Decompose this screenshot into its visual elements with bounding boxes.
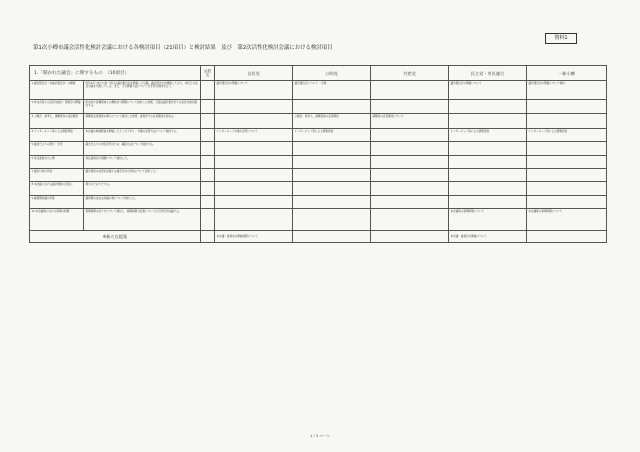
table-cell: インターネット等による情報発信 <box>449 129 527 142</box>
item-result: 質問時間の在り方について検討し、時間制限の変更については引き続き協議する。 <box>84 209 201 231</box>
table-cell <box>449 100 527 114</box>
table-cell: インターネット中継の充実について <box>215 129 293 142</box>
section-title: 1.「開かれた議会」に関するもの （10項目） <box>30 66 201 81</box>
table-cell: 本会議等の質問時間について <box>449 209 527 231</box>
table-body <box>30 81 607 231</box>
table-cell <box>449 169 527 182</box>
check-cell <box>201 196 215 209</box>
table-cell <box>371 169 449 182</box>
table-cell: インターネット等による情報発信 <box>293 129 371 142</box>
review-items-table <box>29 65 607 243</box>
table-row <box>30 182 607 196</box>
item-result: 昨年6月〜8月に第一回目の議会報告会を開催して以降、議会報告会を開催しており、市民との意見交換を実施している。また、その開催方法について引き続き検討を行う。 <box>84 81 201 100</box>
table-cell <box>293 156 371 169</box>
table-cell: 請願者の意見陳述について <box>371 114 449 129</box>
table-cell <box>449 156 527 169</box>
check-cell <box>201 156 215 169</box>
item-result: 請願者意見陳述の導入について検討した結果、委員会での意見陳述を認める。 <box>84 114 201 129</box>
table-cell <box>215 182 293 196</box>
table-row <box>30 114 607 129</box>
party-header: 自民党 <box>215 66 293 81</box>
table-cell <box>371 156 449 169</box>
party-header: 公明党 <box>293 66 371 81</box>
table-row <box>30 129 607 142</box>
table-row <box>30 196 607 209</box>
item-name: 7 議会日誌の作成 <box>30 169 84 182</box>
table-cell: 議会報告会について ・会場 <box>293 81 371 100</box>
table-cell <box>293 142 371 156</box>
item-name: 5 議会だよりの発行・充実 <box>30 142 84 156</box>
check-cell <box>201 129 215 142</box>
item-result: 町内会や各種団体との懇談会の開催について検討した結果、当面は議会報告会での意見交換を優先する。 <box>84 100 201 114</box>
table-cell <box>293 169 371 182</box>
table-cell <box>371 209 449 231</box>
table-cell <box>449 182 527 196</box>
table-cell: 本会議・委員会の開催について <box>449 231 527 243</box>
table-cell <box>293 209 371 231</box>
check-cell <box>201 114 215 129</box>
table-cell <box>527 156 607 169</box>
table-row <box>30 156 607 169</box>
table-cell <box>371 182 449 196</box>
table-row <box>30 142 607 156</box>
check-cell <box>201 169 215 182</box>
item-name: 10 本会議等における質問の時間 <box>30 209 84 231</box>
table-cell <box>371 81 449 100</box>
document-badge: 資料1 <box>545 33 577 44</box>
table-row <box>30 169 607 182</box>
table-cell <box>371 231 449 243</box>
item-name: 9 議員間討議の実施 <box>30 196 84 209</box>
item-result: 現行のとおりとする。 <box>84 182 201 196</box>
item-name: 2 町内会等との意見交換会・懇談会の開催 <box>30 100 84 114</box>
check-cell <box>201 209 215 231</box>
party-label-header: 会派名 <box>201 66 215 81</box>
table-row <box>30 100 607 114</box>
item-result: 議会だよりの内容充実のため、編集方法について検討する。 <box>84 142 201 156</box>
item-result: 常任委員会の傍聴について検討した。 <box>84 156 201 169</box>
item-name: 4 インターネット等による情報発信 <box>30 129 84 142</box>
table-cell: 公聴会、参考人、請願者等の意見陳述 <box>293 114 371 129</box>
table-cell <box>449 142 527 156</box>
table-cell <box>293 231 371 243</box>
table-cell <box>215 169 293 182</box>
party-header: 共産党 <box>371 66 449 81</box>
table-cell <box>371 100 449 114</box>
party-header: 一新小樽 <box>527 66 607 81</box>
item-result: 本会議の映像配信を開始したところであり、今後の活用方法について検討する。 <box>84 129 201 142</box>
table-cell <box>371 142 449 156</box>
table-cell <box>215 114 293 129</box>
table-cell <box>371 129 449 142</box>
page-number: 1 / 3 ページ <box>310 434 330 438</box>
table-cell <box>293 182 371 196</box>
table-cell <box>201 231 215 243</box>
document-title: 第1次小樽市議会活性化検討会議における各検討項目（21項目）と検討結果 及び 第2次活性化検討会議における検討項目 <box>33 45 333 51</box>
table-cell <box>215 156 293 169</box>
table-cell: 議会報告会の開催について <box>215 81 293 100</box>
table-cell <box>449 196 527 209</box>
table-cell <box>527 182 607 196</box>
table-cell <box>527 114 607 129</box>
table-cell <box>371 196 449 209</box>
check-cell <box>201 142 215 156</box>
table-cell <box>449 114 527 129</box>
table-cell <box>215 196 293 209</box>
table-cell: 本会議等の質問時間について <box>527 209 607 231</box>
proposal-row <box>30 231 607 243</box>
table-cell <box>215 209 293 231</box>
table-cell <box>293 196 371 209</box>
check-cell <box>201 182 215 196</box>
item-name: 8 本会議における議会運営の見直し <box>30 182 84 196</box>
table-cell: 議会報告会の開催について検討 <box>527 81 607 100</box>
table-cell <box>215 100 293 114</box>
check-cell <box>201 100 215 114</box>
table-cell <box>293 100 371 114</box>
check-cell <box>201 81 215 100</box>
table-cell <box>527 196 607 209</box>
table-row <box>30 209 607 231</box>
item-name: 6 常任委員会の公開 <box>30 156 84 169</box>
item-name: 3 公聴会、参考人、請願者等の意見陳述 <box>30 114 84 129</box>
table-cell: 本会議・委員会の開催時間について <box>215 231 293 243</box>
table-cell <box>215 142 293 156</box>
table-cell <box>527 142 607 156</box>
table-cell: 議会報告会の開催について <box>449 81 527 100</box>
table-cell: インターネット等による情報発信 <box>527 129 607 142</box>
table-row <box>30 81 607 100</box>
table-header-row <box>30 66 607 81</box>
item-name: 1 議会報告会（市議会報告会）の開催 <box>30 81 84 100</box>
table-cell <box>527 231 607 243</box>
item-result: 議会運営の状況を記録する議会日誌の作成について検討した。 <box>84 169 201 182</box>
table-cell <box>527 100 607 114</box>
table-cell <box>527 169 607 182</box>
party-header: 民主党・市民連合 <box>449 66 527 81</box>
item-result: 議員間の自由な討議の場について検討した。 <box>84 196 201 209</box>
proposal-label: ※新たな提案 <box>30 231 201 243</box>
